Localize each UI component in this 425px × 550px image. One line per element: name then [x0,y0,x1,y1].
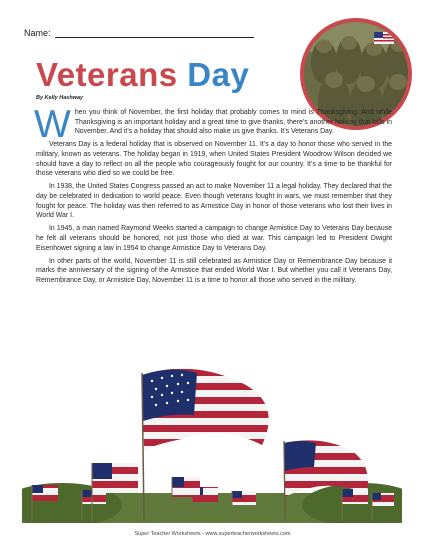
paragraph-4: In 1945, a man named Raymond Weeks started a campaign to change Armistice Day to Veterans Day because he felt all veterans should be honored, not just those who died at war. This campaign led to President Dwight Eisenhower signing a law in 1954 to change Armistice Day to Veterans Day. [36,225,392,252]
paragraph-1-text: hen you think of November, the first holiday that probably comes to mind is Thanksgiving. And while Thanksgiving is an important holiday and a great time to give thanks, there’s another holiday that falls in November. And it’s a holiday that should also make us give thanks. It’s Veterans Day. [74,109,392,136]
name-label: Name: [24,28,51,38]
name-write-line [55,29,254,38]
paragraph-3: In 1938, the United States Congress passed an act to make November 11 a legal holiday. They declared that the day be celebrated in dedication to world peace. Even though veterans fought in wars, we must remember that they fought for peace. The holiday was then referred to as Armistice Day in honor of those veterans who lost their lives in World War I. [36,183,392,220]
name-field [24,28,254,38]
paragraph-5: In other parts of the world, November 11 is still celebrated as Armistice Day or Remembrance Day because it marks the anniversary of the signing of the Armistice that ended World War I. But whether you call it Veterans Day, Remembrance Day, or Armistice Day, November 11 is a time to honor all those who served in the military. [36,257,392,284]
title-day: Day [187,56,250,93]
title-veterans: Veterans [36,56,178,93]
paragraph-2: Veterans Day is a federal holiday that is observed on November 11. It’s a day to honor those who served in the military, known as veterans. The holiday began in 1919, when United States President Woodrow Wilson decided we should have a day to reflect on all the people who courageously fought for our country. It’s a time to be thankful for those veterans who died so we could be free. [36,141,392,178]
article-body [34,103,392,289]
page-title [36,56,249,94]
flags-illustration [22,355,402,523]
byline: By Kelly Hashway [36,95,84,101]
footer-credit: Super Teacher Worksheets - www.superteacherworksheets.com [134,531,291,537]
paragraph-1 [34,103,392,146]
drop-cap: W [34,103,71,146]
